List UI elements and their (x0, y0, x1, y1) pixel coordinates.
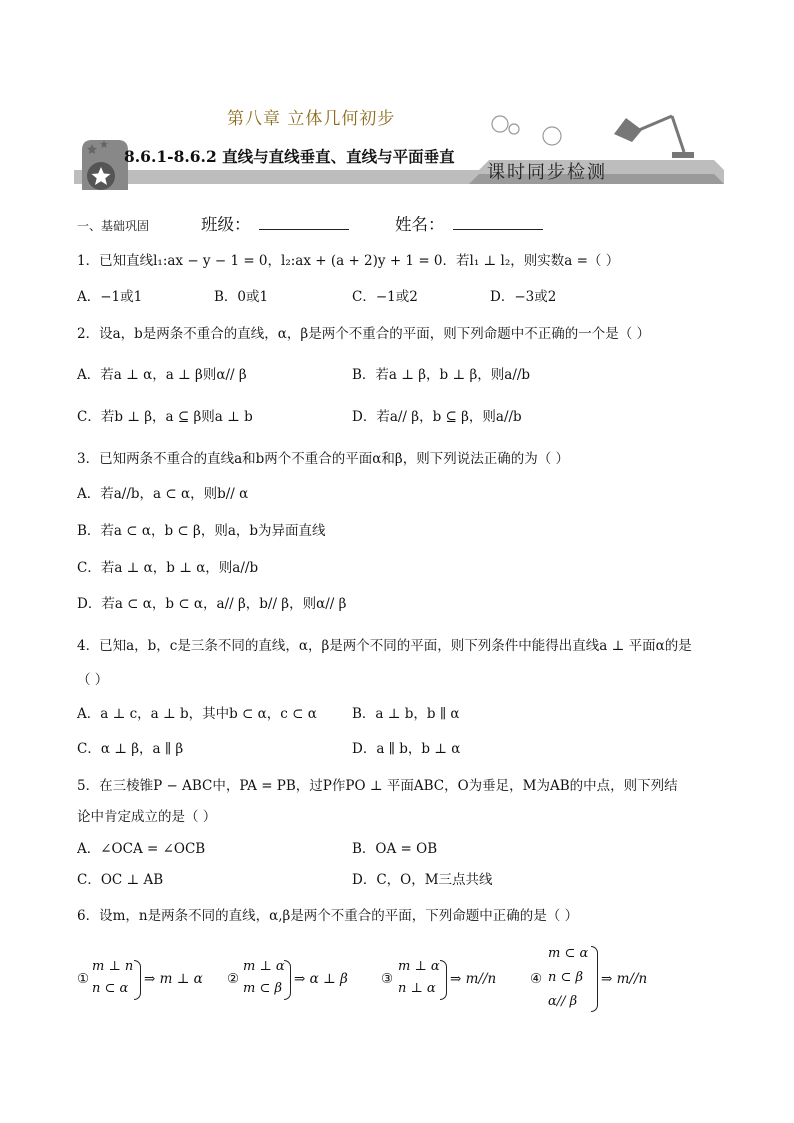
p4-line3: α// β (548, 994, 578, 1009)
q3-option-a[interactable]: A．若a//b，a ⊂ α，则b// α (77, 486, 249, 502)
name-label: 姓名： (395, 215, 445, 234)
q2-option-d[interactable]: D．若a// β，b ⊆ β，则a//b (352, 409, 522, 425)
name-field[interactable] (453, 229, 543, 230)
question-3-stem: 3．已知两条不重合的直线a和b两个不重合的平面α和β，则下列说法正确的为（ ） (77, 451, 569, 467)
p4-line1: m ⊂ α (548, 946, 589, 961)
lamp-icon (614, 116, 694, 158)
q4-option-d[interactable]: D．a ∥ b，b ⊥ α (352, 741, 461, 757)
q3-option-d[interactable]: D．若a ⊂ α，b ⊂ α，a// β，b// β，则α// β (77, 596, 347, 612)
q3-option-c[interactable]: C．若a ⊥ α，b ⊥ α，则a//b (77, 560, 259, 576)
question-2-stem: 2．设a，b是两条不重合的直线，α，β是两个不重合的平面，则下列命题中不正确的一个是（ ） (77, 326, 650, 342)
question-5-stem: 5．在三棱锥P − ABC中，PA = PB，过P作PO ⊥ 平面ABC，O为垂足，M为AB的中点，则下列结 (77, 778, 678, 794)
q3-option-b[interactable]: B．若a ⊂ α，b ⊂ β，则a，b为异面直线 (77, 523, 326, 539)
q2-option-c[interactable]: C．若b ⊥ β，a ⊆ β则a ⊥ b (77, 409, 253, 425)
student-info-row (77, 211, 717, 237)
p4-brace (591, 946, 598, 1012)
p1-line1: m ⊥ n (92, 959, 134, 974)
p2-result: ⇒ α ⊥ β (294, 971, 348, 987)
circled-1: ① (77, 971, 90, 987)
p1-brace (134, 960, 141, 1000)
p4-line2: n ⊂ β (548, 970, 584, 985)
question-4-stem: 4．已知a，b，c是三条不同的直线，α，β是两个不同的平面，则下列条件中能得出直线a ⊥ 平面α的是 (77, 638, 692, 654)
q5-option-c[interactable]: C．OC ⊥ AB (77, 872, 164, 888)
q5-option-d[interactable]: D．C，O，M三点共线 (352, 872, 493, 888)
question-5-stem-cont: 论中肯定成立的是（ ） (77, 809, 217, 825)
q4-option-a[interactable]: A．a ⊥ c，a ⊥ b，其中b ⊂ α，c ⊂ α (77, 706, 317, 722)
p4-result: ⇒ m//n (601, 971, 648, 987)
star-badge-icon (82, 140, 128, 190)
question-6-stem: 6．设m，n是两条不同的直线，α,β是两个不重合的平面，下列命题中正确的是（ ） (77, 908, 579, 924)
p2-brace (284, 960, 291, 1000)
question-1-stem: 1．已知直线l₁:ax − y − 1 = 0，l₂:ax + (a + 2)y + 1 = 0．若l₁ ⊥ l₂，则实数a =（ ） (77, 253, 620, 269)
q1-option-b[interactable]: B．0或1 (214, 289, 269, 305)
circled-2: ② (227, 971, 240, 987)
q1-option-c[interactable]: C．−1或2 (352, 289, 418, 305)
chapter-title: 第八章 立体几何初步 (227, 109, 396, 129)
p3-line2: n ⊥ α (398, 981, 436, 996)
q1-option-a[interactable]: A．−1或1 (77, 289, 143, 305)
p3-line1: m ⊥ α (398, 959, 440, 974)
q4-option-b[interactable]: B．a ⊥ b，b ∥ α (352, 706, 460, 722)
p1-line2: n ⊂ α (92, 981, 129, 996)
p3-result: ⇒ m//n (450, 971, 497, 987)
circled-4: ④ (530, 971, 543, 987)
section-title: 8.6.1-8.6.2 直线与直线垂直、直线与平面垂直 (124, 147, 455, 166)
part-label: 一、基础巩固 (77, 219, 150, 233)
q1-option-d[interactable]: D．−3或2 (490, 289, 557, 305)
q5-option-b[interactable]: B．OA = OB (352, 841, 438, 857)
circled-3: ③ (381, 971, 394, 987)
question-4-stem-cont: （ ） (77, 672, 109, 688)
class-label: 班级： (201, 215, 251, 234)
p1-result: ⇒ m ⊥ α (144, 971, 203, 987)
q2-option-b[interactable]: B．若a ⊥ β，b ⊥ β，则a//b (352, 367, 531, 383)
section-tag: 课时同步检测 (487, 162, 607, 183)
p2-line2: m ⊂ β (243, 981, 282, 996)
q2-option-a[interactable]: A．若a ⊥ α，a ⊥ β则α// β (77, 367, 247, 383)
p3-brace (440, 960, 447, 1000)
q4-option-c[interactable]: C．α ⊥ β，a ∥ β (77, 741, 184, 757)
class-field[interactable] (259, 229, 349, 230)
q5-option-a[interactable]: A．∠OCA = ∠OCB (77, 841, 206, 857)
p2-line1: m ⊥ α (243, 959, 285, 974)
